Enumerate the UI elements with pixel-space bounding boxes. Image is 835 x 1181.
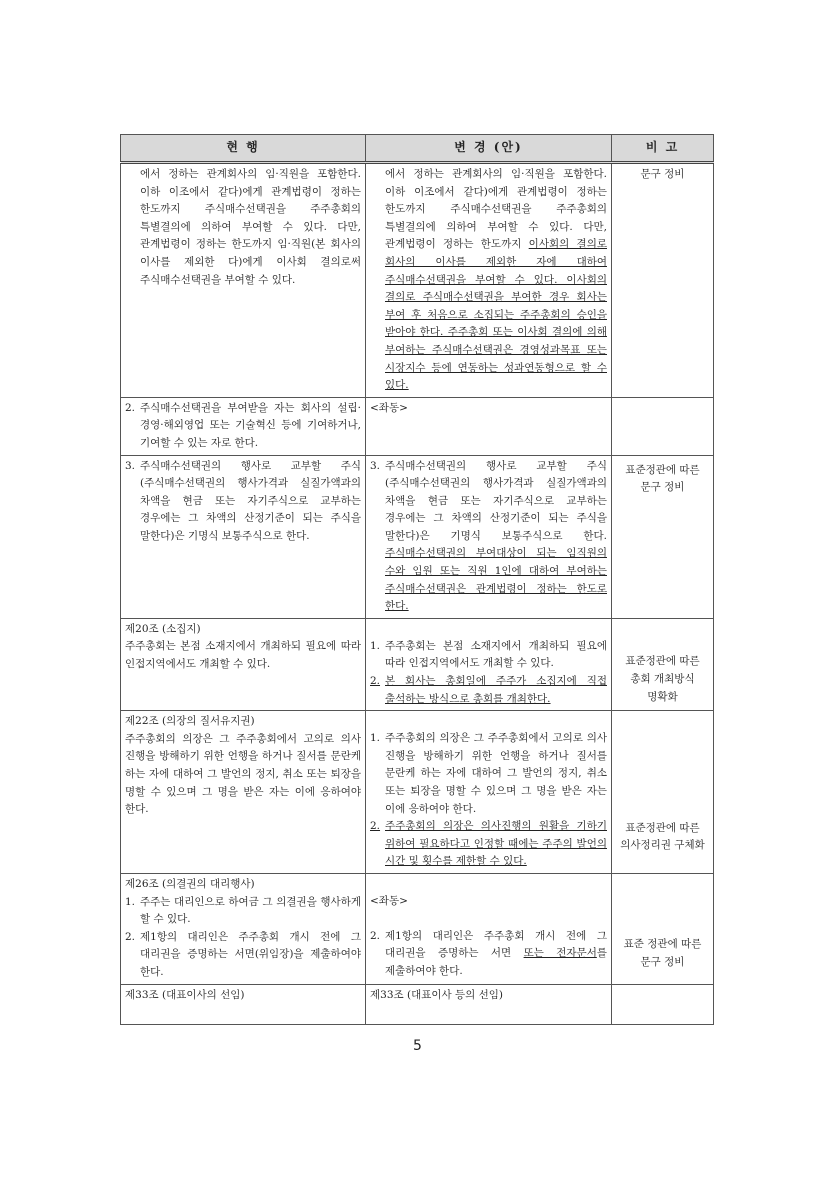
- proposed-underlined: 주주총회의 의장은 의사진행의 원활을 기하기 위하여 필요하다고 인정할 때에는 주주의 발언의 시간 및 횟수를 제한할 수 있다.: [385, 820, 607, 868]
- header-current: 현 행: [121, 135, 366, 163]
- current-text: 제1항의 대리인은 주주총회 개시 전에 그 대리권을 증명하는 서면(위임장)을 제출하여야 한다.: [140, 930, 361, 978]
- proposed-plain: 주식매수선택권의 행사로 교부할 주식(주식매수선택권의 행사가격과 실질가액과의 차액을 현금 또는 자기주식으로 교부하는 경우에는 그 차액의 산정기준이 되는 주식을 말한다)은 기명식 보통주식으로 한다.: [385, 459, 607, 542]
- proposed-cell: [366, 711, 612, 874]
- proposed-text: [370, 166, 607, 395]
- note-cell: 표준정관에 따른 문구 정비: [612, 455, 714, 618]
- proposed-text: <좌동>: [370, 401, 408, 414]
- current-cell: 제33조 (대표이사의 선임): [121, 984, 366, 1024]
- note-cell: 표준 정관에 따른 문구 정비: [612, 873, 714, 984]
- current-cell: [121, 711, 366, 874]
- proposed-cell: [366, 618, 612, 710]
- proposed-plain: 제1항의 대리인은 주주총회 개시 전에 그 대리권을 증명하는 서면: [385, 929, 607, 960]
- proposed-text: <좌동>: [370, 894, 408, 907]
- current-text: 주주총회는 본점 소재지에서 개최하되 필요에 따라 인접지역에서도 개최할 수 있다.: [125, 640, 361, 671]
- table-row: [121, 618, 714, 710]
- article-title: 제22조 (의장의 질서유지권): [125, 715, 255, 728]
- header-proposed: 변 경 (안): [366, 135, 612, 163]
- proposed-text: 주주총회는 본점 소재지에서 개최하되 필요에 따라 인접지역에서도 개최할 수 있다.: [385, 639, 607, 670]
- article-title: 제20조 (소집지): [125, 622, 201, 635]
- item-number: 1.: [125, 895, 136, 908]
- proposed-cell: [366, 873, 612, 984]
- current-text: 주주는 대리인으로 하여금 그 의결권을 행사하게 할 수 있다.: [140, 895, 361, 926]
- current-text: 주식매수선택권을 부여받을 자는 회사의 설립·경영·해외영업 또는 기술혁신 등에 기여하거나, 기여할 수 있는 자로 한다.: [140, 401, 361, 449]
- item-number: 1.: [370, 639, 381, 652]
- proposed-text: 주주총회의 의장은 그 주주총회에서 고의로 의사 진행을 방해하기 위한 언행을 하거나 질서를 문란케 하는 자에 대하여 그 발언의 정지, 취소 또는 퇴장을 명할 수 있으며 그 명을 받은 자는 이에 응하여야 한다.: [385, 732, 607, 815]
- item-number: 2.: [370, 675, 381, 688]
- note-cell: 표준정관에 따른 총회 개최방식 명확화: [612, 618, 714, 710]
- proposed-underlined: 주식매수선택권의 부여대상이 되는 임직원의 수와 임원 또는 직원 1인에 대하여 부여하는 주식매수선택권은 관계법령이 정하는 한도로 한다.: [385, 547, 607, 613]
- item-number: 2.: [125, 930, 136, 943]
- current-text: 주식매수선택권의 행사로 교부할 주식(주식매수선택권의 행사가격과 실질가액과의 차액을 현금 또는 자기주식으로 교부하는 경우에는 그 차액의 산정기준이 되는 주식을 말한다)은 기명식 보통주식으로 한다.: [140, 459, 361, 542]
- proposed-text: [385, 928, 607, 981]
- table-row: [121, 711, 714, 874]
- table-header-row: [121, 135, 714, 163]
- table-row: [121, 163, 714, 398]
- note-cell: [612, 397, 714, 455]
- item-number: 3.: [370, 459, 381, 472]
- table-row: [121, 873, 714, 984]
- proposed-text: [385, 458, 607, 616]
- current-cell: [121, 455, 366, 618]
- item-number: 2.: [370, 929, 381, 942]
- proposed-cell: 제33조 (대표이사 등의 선임): [366, 984, 612, 1024]
- item-number: 2.: [370, 820, 381, 833]
- current-cell: [121, 618, 366, 710]
- current-text: 주주총회의 의장은 그 주주총회에서 고의로 의사 진행을 방해하기 위한 언행을 하거나 질서를 문란케 하는 자에 대하여 그 발언의 정지, 취소 또는 퇴장을 명할 수 있으며 그 명을 받은 자는 이에 응하여야 한다.: [125, 732, 361, 816]
- item-number: 1.: [370, 732, 381, 745]
- proposed-plain: 에서 정하는 관계회사의 임·직원을 포함한다. 이하 이조에서 같다)에게 관계법령이 정하는 한도까지 주식매수선택권을 주주총회의 특별결의에 의하여 부여할 수 있다. 다만, 관계법령이 정하는 한도까지: [385, 168, 607, 251]
- current-text: 에서 정하는 관계회사의 임·직원을 포함한다. 이하 이조에서 같다)에게 관계법령이 정하는 한도까지 주식매수선택권을 주주총회의 특별결의에 의하여 부여할 수 있다. 다만, 관계법령이 정하는 한도까지 임·직원(본 회사의 이사를 제외한 다)에게 이사회 결의로써 주식매수선택권을 부여할 수 있다.: [140, 168, 361, 286]
- note-cell: [612, 984, 714, 1024]
- item-number: 3.: [125, 459, 136, 472]
- note-cell: 표준정관에 따른 의사정리권 구체화: [612, 711, 714, 874]
- proposed-underlined: 본 회사는 총회일에 주주가 소집지에 직접 출석하는 방식으로 총회를 개최한다.: [385, 675, 607, 705]
- current-cell: [121, 397, 366, 455]
- proposed-plain: 를 제출하여야 한다.: [385, 947, 607, 977]
- table-row: [121, 455, 714, 618]
- proposed-cell: [366, 397, 612, 455]
- proposed-underlined: 또는 전자문서: [523, 947, 597, 960]
- current-cell: [121, 873, 366, 984]
- item-number: 2.: [125, 401, 136, 414]
- page-number: 5: [413, 1038, 422, 1054]
- table-row: [121, 984, 714, 1024]
- proposed-cell: [366, 163, 612, 398]
- table-row: [121, 397, 714, 455]
- amendment-comparison-table: [120, 134, 714, 1025]
- header-note: 비 고: [612, 135, 714, 163]
- current-cell: [121, 163, 366, 398]
- proposed-cell: [366, 455, 612, 618]
- article-title: 제26조 (의결권의 대리행사): [125, 877, 255, 890]
- proposed-underlined: 이사회의 결의로 회사의 이사를 제외한 자에 대하여 주식매수선택권을 부여할 수 있다. 이사회의 결의로 주식매수선택권을 부여한 경우 회사는 부여 후 처음으로 소집되는 주주총회의 승인을 받아야 한다. 주주총회 또는 이사회 결의에 의해 부여하는 주식매수선택권은 경영성과목표 또는 시장지수 등에 연동하는 성과연동형으로 할 수 있다.: [385, 238, 607, 392]
- note-cell: 문구 정비: [612, 163, 714, 398]
